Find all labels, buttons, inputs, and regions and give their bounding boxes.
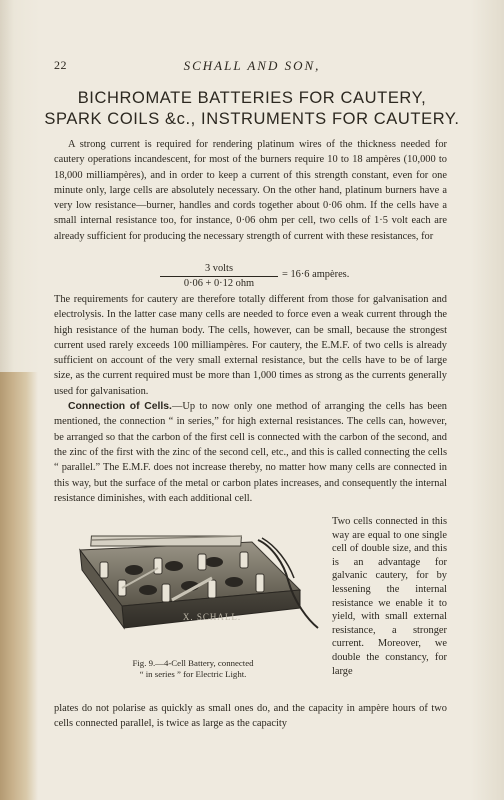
- figure-caption: [62, 658, 324, 680]
- paragraph-2: The requirements for cautery are therefore totally different from those for galvanisation and electrolysis. In the latter case many cells are needed to force even a weak current through the high resistance of the human body. The cells, however, can be small, because the strongest current used rarely exceeds 100 milliampères. For cautery, the E.M.F. of two cells is already sufficient on account of the very small external resistance, but the cells have to be of large size, as the current required must be more than 1,000 times as strong as the currents generally used for galvanisation.: [54, 294, 447, 397]
- paragraph-1-block: [54, 137, 447, 244]
- connection-heading: Connection of Cells.: [68, 401, 172, 413]
- side-column-text: Two cells connected in this way are equal to one single cell of double size, and this is an advantage for galvanic cautery, for by lessening the internal resistance we enable it to yield, with small external resistance, a stronger current. Moreover, we double the constancy, for large: [332, 516, 447, 677]
- paragraph-connection: [54, 399, 447, 506]
- running-head: [0, 58, 504, 74]
- connection-text: —Up to now only one method of arranging the cells has been mentioned, the connection “ in series,” for high external resistances. The cells can, however, be arranged so that the carbon of the first cell is connected with the carbon of the second, and the zinc of the first with the zinc of the second cell, etc., and this is called connecting the cells “ parallel.” The E.M.F. does not increase thereby, no matter how many cells are connected in this way, but the surface of the metal or carbon plates increases, and consequently the internal resistance diminishes, with each additional cell.: [54, 401, 448, 504]
- paragraph-2-block: [54, 292, 447, 506]
- formula-fraction: [160, 262, 278, 290]
- title-line-1: BICHROMATE BATTERIES FOR CAUTERY,: [77, 89, 427, 107]
- section-title: [40, 88, 464, 130]
- nameplate-label: X. SCHALL.: [182, 612, 242, 622]
- page-edge-stain: [0, 372, 38, 800]
- title-line-2: SPARK COILS &c., INSTRUMENTS FOR CAUTERY.: [44, 110, 460, 128]
- formula-result: = 16·6 ampères.: [282, 269, 350, 280]
- caption-line-2: “ in series ” for Electric Light.: [139, 669, 247, 679]
- page-number: 22: [54, 58, 67, 72]
- bottom-text: plates do not polarise as quickly as small ones do, and the capacity in ampère hours of two cells connected parallel, is twice as large as the capacity: [54, 703, 447, 730]
- formula-denominator: 0·06 + 0·12 ohm: [183, 278, 255, 289]
- paragraph-1: A strong current is required for rendering platinum wires of the thickness needed for cautery operations incandescent, for most of the burners require 10 to 18 ampères (10,000 to 18,000 milliampères), and in order to keep a current of this strength constant, even for one minute only, large cells are absolutely necessary. On the other hand, platinum burners have a very low resistance—burner, handles and cords together about 0·06 ohm. If the cells have a small internal resistance too, for instance, 0·06 ohm per cell, two cells of 1·5 volt each are already sufficient for producing the necessary strength of current with these resistances, for: [54, 139, 447, 242]
- current-formula: [160, 262, 380, 292]
- caption-line-1: Fig. 9.—4-Cell Battery, connected: [132, 658, 254, 668]
- battery-illustration: [62, 528, 324, 654]
- formula-numerator: 3 volts: [204, 263, 233, 274]
- running-title: SCHALL AND SON,: [183, 58, 321, 73]
- battery-figure: [62, 528, 324, 654]
